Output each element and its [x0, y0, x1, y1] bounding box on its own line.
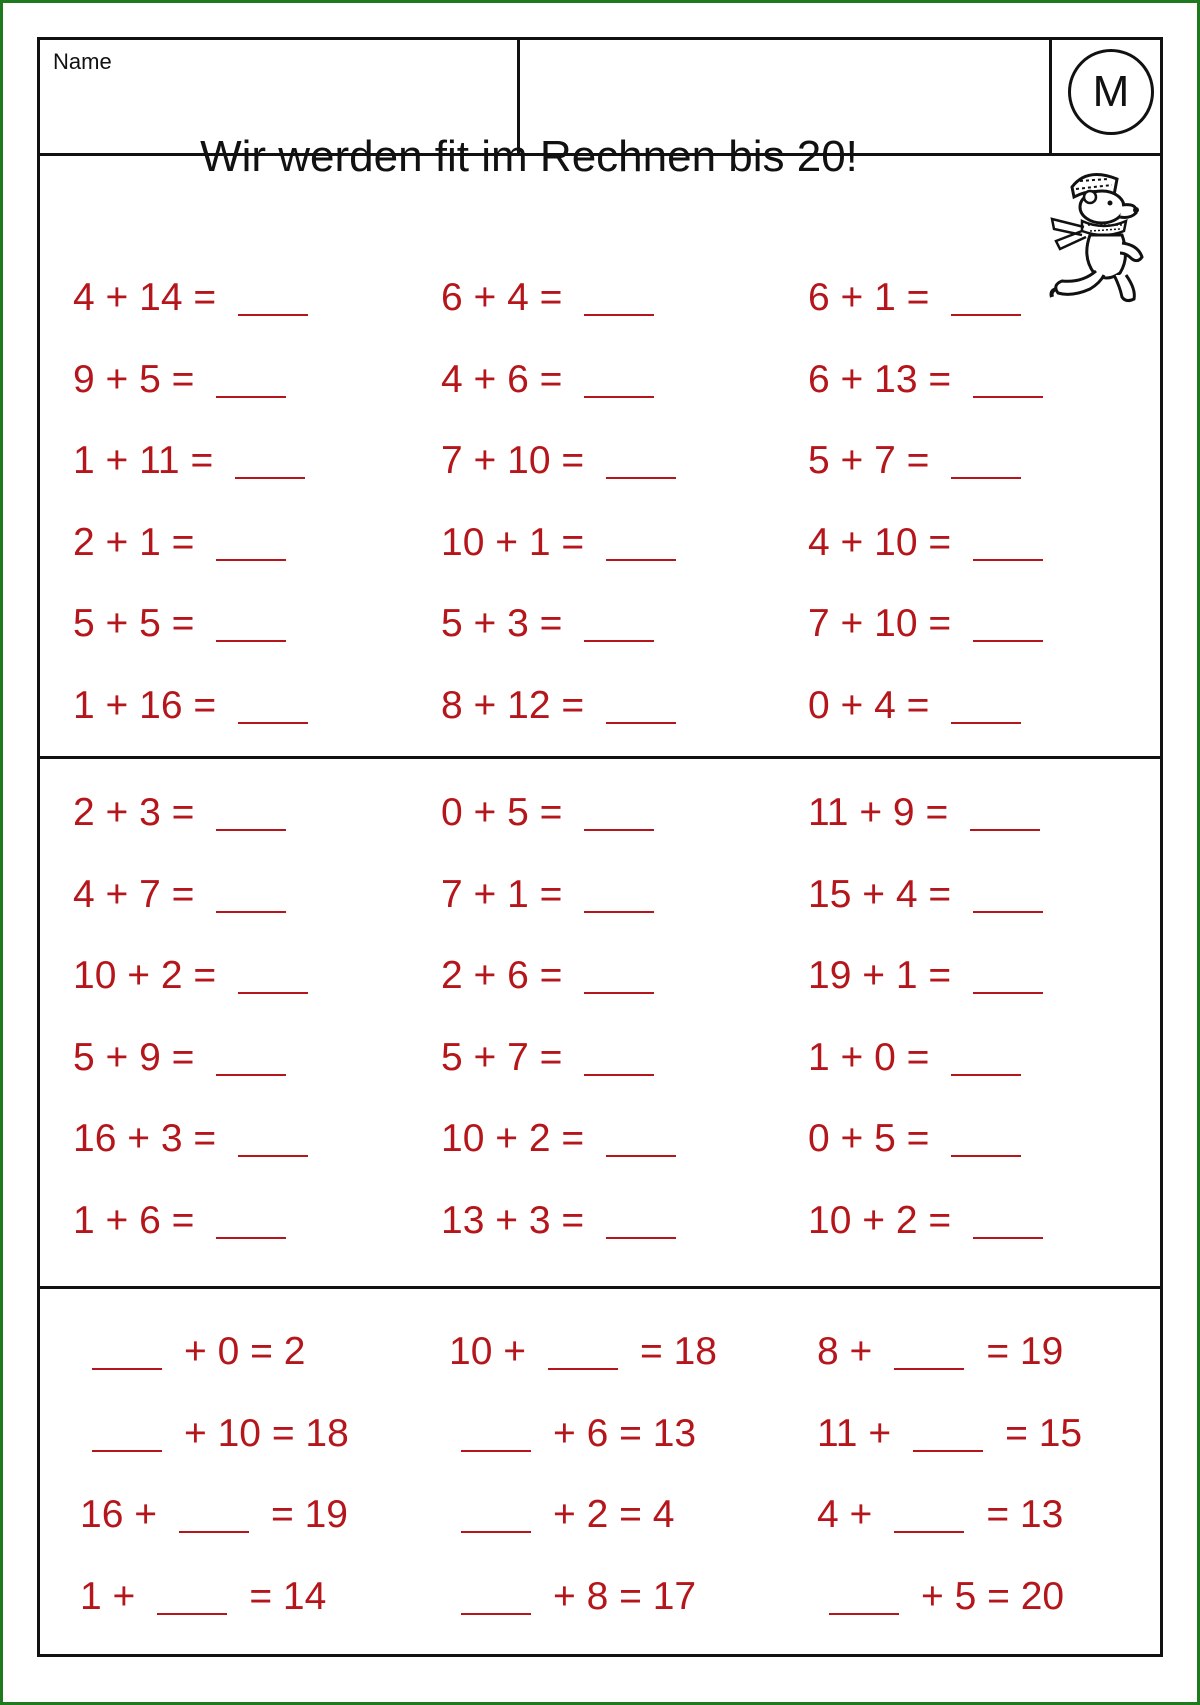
task-text: 10 +	[449, 1330, 526, 1373]
answer-blank[interactable]	[216, 640, 286, 642]
answer-blank[interactable]	[238, 1155, 308, 1157]
task-text: 1 + 11 =	[73, 439, 214, 483]
task-text: 0 + 5 =	[441, 791, 563, 834]
answer-blank[interactable]	[951, 477, 1021, 479]
task-text: + 5 = 20	[921, 1574, 1065, 1618]
answer-blank[interactable]	[606, 559, 676, 561]
math-task	[808, 686, 1043, 725]
task-text: + 6 = 13	[553, 1411, 697, 1455]
task-text: = 19	[271, 1493, 348, 1537]
task-text: 10 + 1 =	[441, 520, 585, 564]
answer-blank[interactable]	[973, 559, 1043, 561]
task-text: = 14	[249, 1574, 327, 1618]
math-task	[441, 1201, 698, 1240]
task-text: 5 + 9 =	[73, 1035, 195, 1079]
answer-blank[interactable]	[216, 1237, 286, 1239]
math-task	[441, 686, 698, 725]
answer-blank[interactable]	[606, 477, 676, 479]
task-text: = 15	[1005, 1411, 1083, 1455]
math-task	[808, 357, 1065, 401]
task-text: + 8 = 17	[553, 1574, 697, 1618]
task-text: 0 + 4 =	[808, 684, 930, 727]
answer-blank[interactable]	[894, 1368, 964, 1370]
math-task	[441, 278, 676, 317]
task-text: 5 + 7 =	[441, 1035, 563, 1079]
bear-mascot-icon	[1042, 165, 1152, 305]
math-task	[808, 1201, 1065, 1240]
answer-blank[interactable]	[238, 992, 308, 994]
math-task	[817, 1574, 1065, 1618]
task-text: 7 + 10 =	[441, 439, 585, 483]
name-label: Name	[53, 49, 112, 74]
task-text: 13 + 3 =	[441, 1199, 585, 1242]
answer-blank[interactable]	[973, 640, 1043, 642]
math-task	[80, 1493, 348, 1537]
answer-blank[interactable]	[973, 1237, 1043, 1239]
task-text: 4 + 10 =	[808, 520, 952, 564]
answer-blank[interactable]	[973, 992, 1043, 994]
task-text: + 0 = 2	[184, 1330, 306, 1373]
answer-blank[interactable]	[951, 314, 1021, 316]
task-text: = 13	[986, 1493, 1064, 1537]
answer-blank[interactable]	[584, 1074, 654, 1076]
task-text: = 19	[986, 1330, 1064, 1373]
math-task	[441, 872, 676, 916]
answer-blank[interactable]	[92, 1368, 162, 1370]
math-task	[808, 602, 1065, 646]
task-text: 2 + 3 =	[73, 791, 195, 834]
answer-blank[interactable]	[461, 1613, 531, 1615]
task-text: 1 + 6 =	[73, 1199, 195, 1242]
answer-blank[interactable]	[216, 829, 286, 831]
task-text: 1 + 16 =	[73, 684, 217, 727]
math-task	[80, 1574, 327, 1618]
answer-blank[interactable]	[951, 1074, 1021, 1076]
math-task	[441, 602, 676, 646]
math-task	[73, 520, 308, 564]
answer-blank[interactable]	[238, 314, 308, 316]
task-text: 6 + 4 =	[441, 276, 563, 319]
answer-blank[interactable]	[157, 1613, 227, 1615]
answer-blank[interactable]	[584, 992, 654, 994]
answer-blank[interactable]	[951, 722, 1021, 724]
math-task	[808, 1117, 1043, 1161]
math-task	[808, 1035, 1043, 1079]
task-text: 11 +	[817, 1411, 892, 1455]
math-task	[80, 1332, 305, 1371]
math-task	[441, 520, 698, 564]
level-badge: M	[1068, 49, 1154, 135]
math-task	[449, 1332, 717, 1371]
answer-blank[interactable]	[216, 1074, 286, 1076]
answer-blank[interactable]	[216, 559, 286, 561]
answer-blank[interactable]	[584, 829, 654, 831]
answer-blank[interactable]	[913, 1450, 983, 1452]
math-task	[817, 1411, 1083, 1455]
task-text: 4 +	[817, 1493, 873, 1537]
answer-blank[interactable]	[584, 911, 654, 913]
math-task	[449, 1493, 675, 1537]
math-task	[73, 872, 308, 916]
task-text: 11 + 9 =	[808, 791, 949, 834]
math-task	[808, 520, 1065, 564]
task-text: 1 + 0 =	[808, 1035, 930, 1079]
answer-blank[interactable]	[894, 1531, 964, 1533]
task-text: 6 + 1 =	[808, 276, 930, 319]
math-task	[73, 278, 330, 317]
answer-blank[interactable]	[548, 1368, 618, 1370]
answer-blank[interactable]	[584, 314, 654, 316]
math-task	[441, 357, 676, 401]
math-task	[808, 439, 1043, 483]
math-task	[73, 602, 308, 646]
task-text: 5 + 3 =	[441, 602, 563, 646]
answer-blank[interactable]	[829, 1613, 899, 1615]
math-task	[808, 872, 1065, 916]
task-text: 16 +	[80, 1493, 157, 1537]
answer-blank[interactable]	[461, 1450, 531, 1452]
math-task	[441, 439, 698, 483]
answer-blank[interactable]	[973, 396, 1043, 398]
math-task	[80, 1411, 349, 1455]
task-text: 7 + 1 =	[441, 872, 563, 916]
answer-blank[interactable]	[216, 911, 286, 913]
task-text: = 18	[640, 1330, 717, 1373]
task-text: 2 + 1 =	[73, 520, 195, 564]
math-task	[441, 1035, 676, 1079]
answer-blank[interactable]	[216, 396, 286, 398]
answer-blank[interactable]	[970, 829, 1040, 831]
task-text: + 2 = 4	[553, 1493, 675, 1537]
math-task	[808, 954, 1065, 998]
math-task	[73, 793, 308, 832]
task-text: 5 + 5 =	[73, 602, 195, 646]
task-text: 4 + 14 =	[73, 276, 217, 319]
math-task	[808, 793, 1062, 832]
answer-blank[interactable]	[179, 1531, 249, 1533]
math-task	[449, 1574, 697, 1618]
math-task	[73, 686, 330, 725]
answer-blank[interactable]	[606, 722, 676, 724]
math-task	[73, 1117, 330, 1161]
task-text: 10 + 2 =	[808, 1199, 952, 1242]
answer-blank[interactable]	[606, 1237, 676, 1239]
task-text: 6 + 13 =	[808, 357, 952, 401]
answer-blank[interactable]	[951, 1155, 1021, 1157]
task-text: + 10 = 18	[184, 1411, 349, 1455]
answer-blank[interactable]	[238, 722, 308, 724]
answer-blank[interactable]	[92, 1450, 162, 1452]
math-task	[808, 278, 1043, 317]
math-task	[73, 439, 327, 483]
math-task	[73, 954, 330, 998]
math-task	[441, 954, 676, 998]
task-text: 8 +	[817, 1330, 873, 1373]
task-text: 8 + 12 =	[441, 684, 585, 727]
task-text: 16 + 3 =	[73, 1117, 217, 1161]
answer-blank[interactable]	[584, 640, 654, 642]
task-text: 2 + 6 =	[441, 954, 563, 998]
task-text: 15 + 4 =	[808, 872, 952, 916]
task-text: 4 + 7 =	[73, 872, 195, 916]
math-task	[449, 1411, 697, 1455]
math-task	[441, 1117, 698, 1161]
task-text: 10 + 2 =	[441, 1117, 585, 1161]
math-task	[817, 1493, 1064, 1537]
task-text: 9 + 5 =	[73, 357, 195, 401]
answer-blank[interactable]	[461, 1531, 531, 1533]
task-text: 5 + 7 =	[808, 439, 930, 483]
task-text: 4 + 6 =	[441, 357, 563, 401]
math-task	[73, 1035, 308, 1079]
answer-blank[interactable]	[973, 911, 1043, 913]
answer-blank[interactable]	[584, 396, 654, 398]
worksheet-title: Wir werden fit im Rechnen bis 20!	[200, 132, 858, 181]
task-text: 7 + 10 =	[808, 602, 952, 646]
math-task	[441, 793, 676, 832]
task-text: 10 + 2 =	[73, 954, 217, 998]
task-text: 0 + 5 =	[808, 1117, 930, 1161]
task-text: 1 +	[80, 1574, 136, 1618]
answer-blank[interactable]	[235, 477, 305, 479]
math-task	[73, 357, 308, 401]
answer-blank[interactable]	[606, 1155, 676, 1157]
task-text: 19 + 1 =	[808, 954, 952, 998]
math-task	[817, 1332, 1063, 1371]
math-task	[73, 1201, 308, 1240]
